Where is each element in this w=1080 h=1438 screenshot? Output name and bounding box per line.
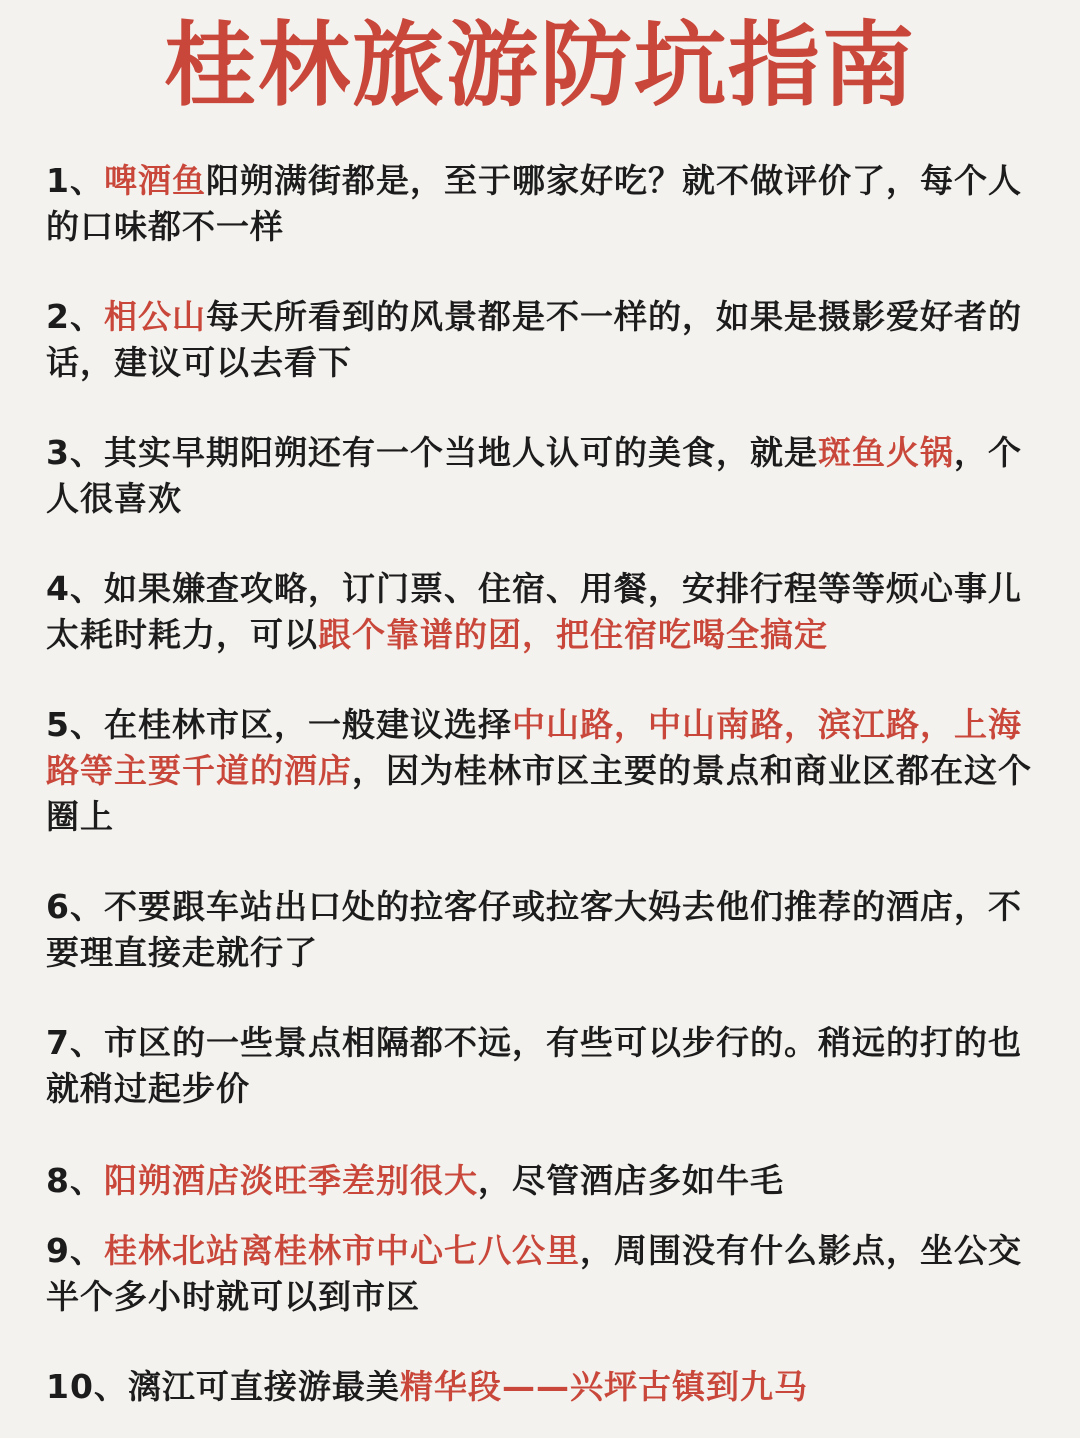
tip-text: 5、在桂林市区，一般建议选择 [46,705,512,744]
tip-text: ，因为桂林市区主要的景点和商业区都在这个圈上 [46,751,1032,836]
tip-text: 1、 [46,161,104,200]
tip-item [46,158,1040,250]
tip-item [46,1364,1040,1410]
tip-item [46,430,1040,522]
tip-highlight: 桂林北站离桂林市中心七八公里 [103,1231,580,1270]
tip-highlight: 中山路，中山南路，滨江路，上海路等主要千道的酒店 [46,705,1022,790]
tip-item [46,1020,1040,1112]
tip-text: 9、 [46,1231,104,1270]
tip-highlight: 斑鱼火锅 [817,433,954,472]
tip-text: ，周围没有什么影点，坐公交半个多小时就可以到市区 [46,1231,1022,1316]
tip-text: 2、 [46,297,104,336]
tip-item [46,884,1040,976]
tip-highlight: 阳朔酒店淡旺季差别很大 [103,1161,478,1200]
tip-item [46,702,1040,840]
tip-item [46,566,1040,658]
tip-item [46,294,1040,386]
tip-highlight: 跟个靠谱的团，把住宿吃喝全搞定 [318,615,828,654]
tip-text: 6、不要跟车站出口处的拉客仔或拉客大妈去他们推荐的酒店，不要理直接走就行了 [46,887,1022,972]
tip-highlight: 相公山 [103,297,206,336]
tip-text: 7、市区的一些景点相隔都不远，有些可以步行的。稍远的打的也就稍过起步价 [46,1023,1022,1108]
tip-highlight: 啤酒鱼 [103,161,206,200]
tip-text: 10、漓江可直接游最美 [46,1367,400,1406]
tip-text: 阳朔满街都是，至于哪家好吃？就不做评价了，每个人的口味都不一样 [46,161,1022,246]
tip-item [46,1228,1040,1320]
tip-text: ，尽管酒店多如牛毛 [477,1161,784,1200]
tip-text: 8、 [46,1161,104,1200]
tip-text: 每天所看到的风景都是不一样的，如果是摄影爱好者的话，建议可以去看下 [46,297,1022,382]
tip-text: 3、其实早期阳朔还有一个当地人认可的美食，就是 [46,433,818,472]
tip-item [46,1158,1040,1204]
tip-highlight: 精华段——兴坪古镇到九马 [399,1367,808,1406]
tip-text: 4、如果嫌查攻略，订门票、住宿、用餐，安排行程等等烦心事儿太耗时耗力，可以 [46,569,1022,654]
tip-text: ，个人很喜欢 [46,433,1022,518]
page-title: 桂林旅游防坑指南 [163,12,916,119]
